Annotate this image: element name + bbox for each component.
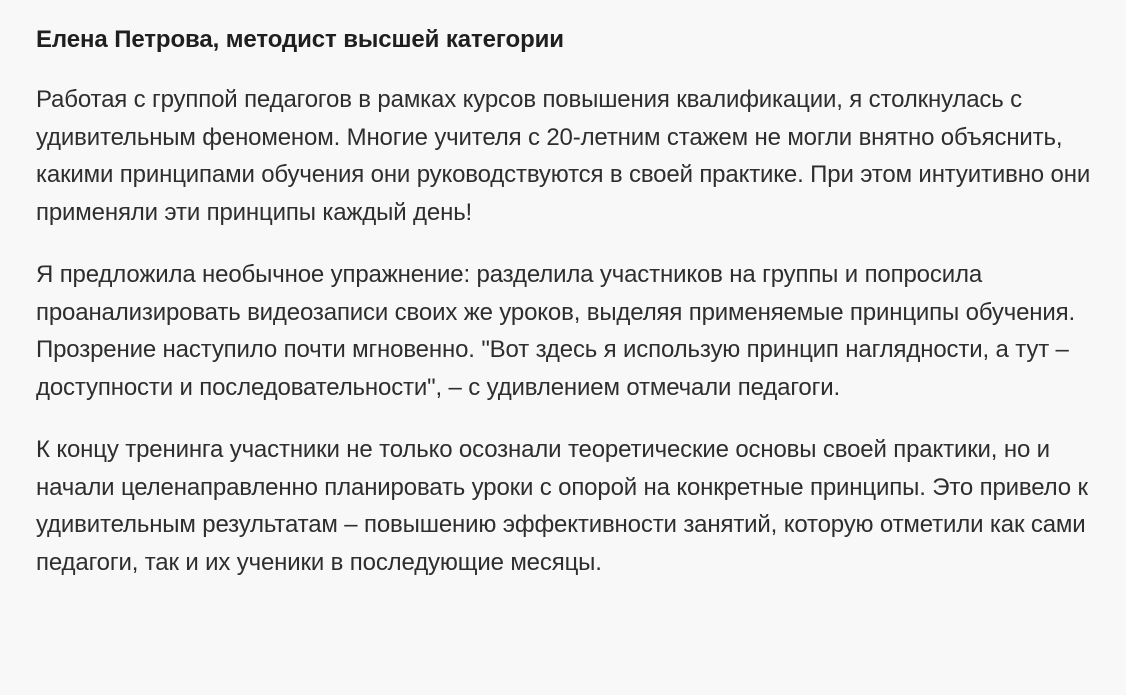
author-heading: Елена Петрова, методист высшей категории	[36, 26, 564, 53]
article-content	[36, 24, 1106, 581]
paragraph-3: К концу тренинга участники не только осознали теоретические основы своей практики, но и начали целенаправленно планировать уроки с опорой на конкретные принципы. Это привело к удивительным результатам – повышению эффективности занятий, которую отметили как сами педагоги, так и их ученики в последующие месяцы.	[36, 436, 1088, 576]
paragraph-1: Работая с группой педагогов в рамках курсов повышения квалификации, я столкнулась с удивительным феноменом. Многие учителя с 20-летним стажем не могли внятно объяснить, какими принципами обучения они руководствуются в своей практике. При этом интуитивно они применяли эти принципы каждый день!	[36, 86, 1091, 226]
paragraph-2: Я предложила необычное упражнение: разделила участников на группы и попросила проанализировать видеозаписи своих же уроков, выделяя применяемые принципы обучения. Прозрение наступило почти мгновенно. "Вот здесь я использую принцип наглядности, а тут – доступности и последовательности", – с удивлением отмечали педагоги.	[36, 261, 1076, 401]
